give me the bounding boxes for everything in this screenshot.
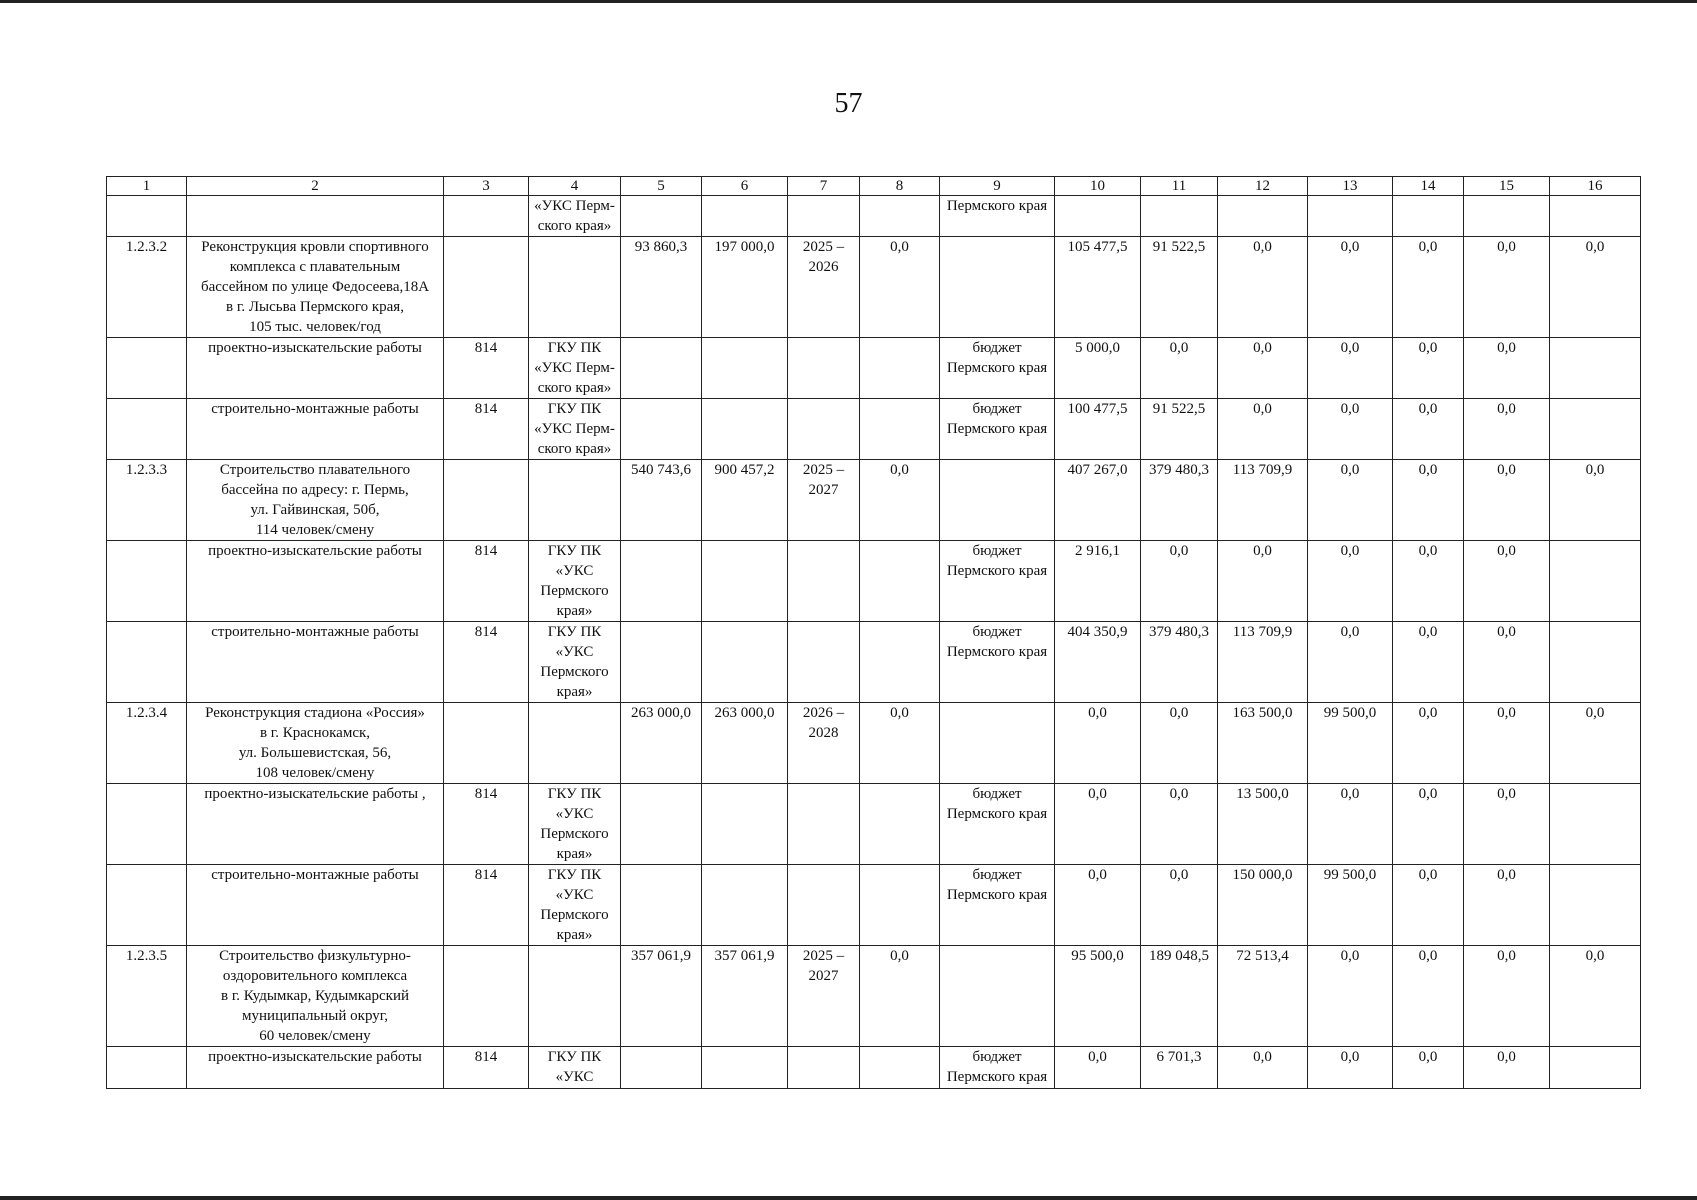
table-cell: 105 477,5 <box>1055 237 1141 338</box>
table-cell <box>107 196 187 237</box>
table-cell: Реконструкция кровли спортивного комплекса с плавательным бассейном по улице Федосеева,18А в г. Лысьва Пермского края, 105 тыс. человек/год <box>187 237 444 338</box>
column-header: 10 <box>1055 177 1141 196</box>
table-cell <box>444 460 529 541</box>
column-header: 11 <box>1141 177 1218 196</box>
table-cell: ГКУ ПК «УКС Пермского края» <box>529 865 621 946</box>
table-cell <box>1055 196 1141 237</box>
table-cell <box>788 622 860 703</box>
table-cell: 0,0 <box>1393 237 1464 338</box>
table-cell: 0,0 <box>1308 784 1393 865</box>
table-cell <box>621 541 702 622</box>
table-cell: 0,0 <box>1464 865 1550 946</box>
table-cell: бюджет Пермского края <box>940 541 1055 622</box>
table-cell: 93 860,3 <box>621 237 702 338</box>
table-cell <box>1308 196 1393 237</box>
table-cell: 814 <box>444 622 529 703</box>
table-cell: 0,0 <box>1464 338 1550 399</box>
table-cell: 0,0 <box>1550 237 1641 338</box>
table-cell: 814 <box>444 399 529 460</box>
table-cell <box>788 338 860 399</box>
table-cell <box>702 622 788 703</box>
table-cell: 0,0 <box>860 460 940 541</box>
table-cell <box>107 541 187 622</box>
table-cell: 99 500,0 <box>1308 703 1393 784</box>
table-cell: 0,0 <box>1308 541 1393 622</box>
table-cell <box>860 622 940 703</box>
table-cell <box>107 622 187 703</box>
table-cell: 0,0 <box>1308 460 1393 541</box>
column-header: 6 <box>702 177 788 196</box>
table-cell: Строительство плавательного бассейна по адресу: г. Пермь, ул. Гайвинская, 50б, 114 человек/смену <box>187 460 444 541</box>
column-header: 12 <box>1218 177 1308 196</box>
table-cell: 0,0 <box>1141 703 1218 784</box>
table-cell: ГКУ ПК «УКС <box>529 1047 621 1089</box>
table-cell <box>940 703 1055 784</box>
table-cell: 814 <box>444 784 529 865</box>
table-cell: 814 <box>444 338 529 399</box>
table-cell <box>107 784 187 865</box>
table-cell <box>529 237 621 338</box>
table-cell: 357 061,9 <box>702 946 788 1047</box>
table-cell: 1.2.3.4 <box>107 703 187 784</box>
table-cell: 0,0 <box>1464 946 1550 1047</box>
table-cell: 263 000,0 <box>621 703 702 784</box>
table-cell: 0,0 <box>1218 399 1308 460</box>
table-cell: 0,0 <box>1218 338 1308 399</box>
table-cell <box>621 196 702 237</box>
table-cell: Пермского края <box>940 196 1055 237</box>
table-cell: 0,0 <box>1393 460 1464 541</box>
table-cell: строительно-монтажные работы <box>187 865 444 946</box>
table-cell <box>1550 622 1641 703</box>
table-cell: 0,0 <box>1308 1047 1393 1089</box>
table-cell: проектно-изыскательские работы <box>187 338 444 399</box>
table-cell: 197 000,0 <box>702 237 788 338</box>
table-cell: 0,0 <box>1464 460 1550 541</box>
table-row <box>107 865 1641 946</box>
table-cell: 2025 – 2027 <box>788 460 860 541</box>
table-row <box>107 541 1641 622</box>
table-cell: 0,0 <box>860 946 940 1047</box>
table-cell: 2025 – 2027 <box>788 946 860 1047</box>
table-cell: 1.2.3.5 <box>107 946 187 1047</box>
table-cell <box>860 338 940 399</box>
table-cell: 0,0 <box>1464 784 1550 865</box>
table-cell: 163 500,0 <box>1218 703 1308 784</box>
table-cell: 0,0 <box>1308 338 1393 399</box>
table-cell <box>860 399 940 460</box>
table-cell <box>1550 865 1641 946</box>
table-cell: 814 <box>444 541 529 622</box>
table-cell: 0,0 <box>1550 703 1641 784</box>
table-cell: 0,0 <box>1393 784 1464 865</box>
table-cell: 0,0 <box>1141 338 1218 399</box>
table-cell: 900 457,2 <box>702 460 788 541</box>
table-cell: 0,0 <box>1393 399 1464 460</box>
table-cell <box>529 946 621 1047</box>
table-cell <box>1393 196 1464 237</box>
table-cell <box>860 865 940 946</box>
table-cell: 0,0 <box>1308 399 1393 460</box>
table-cell: «УКС Перм- ского края» <box>529 196 621 237</box>
table-cell <box>621 622 702 703</box>
table-cell: 91 522,5 <box>1141 399 1218 460</box>
column-header: 14 <box>1393 177 1464 196</box>
table-cell: 0,0 <box>1464 703 1550 784</box>
table-cell: Реконструкция стадиона «Россия» в г. Краснокамск, ул. Большевистская, 56, 108 человек/смену <box>187 703 444 784</box>
table-cell: 2 916,1 <box>1055 541 1141 622</box>
table-cell <box>107 399 187 460</box>
table-cell <box>788 784 860 865</box>
table-body <box>107 177 1641 1089</box>
table-cell <box>702 541 788 622</box>
table-cell <box>1550 338 1641 399</box>
table-cell: 357 061,9 <box>621 946 702 1047</box>
table-cell: 0,0 <box>1464 622 1550 703</box>
table-row <box>107 399 1641 460</box>
table-cell: 0,0 <box>1393 338 1464 399</box>
table-cell: 0,0 <box>1055 784 1141 865</box>
table-cell: 379 480,3 <box>1141 460 1218 541</box>
table-cell <box>444 946 529 1047</box>
table-cell: 0,0 <box>1141 865 1218 946</box>
table-cell: 5 000,0 <box>1055 338 1141 399</box>
table-cell: 2026 – 2028 <box>788 703 860 784</box>
table-cell: 0,0 <box>1393 541 1464 622</box>
table-cell: ГКУ ПК «УКС Перм- ского края» <box>529 399 621 460</box>
table-cell <box>621 338 702 399</box>
table-cell: 814 <box>444 1047 529 1089</box>
column-header: 4 <box>529 177 621 196</box>
table-cell <box>940 460 1055 541</box>
table-cell <box>702 399 788 460</box>
table-row <box>107 460 1641 541</box>
table-cell <box>187 196 444 237</box>
table-cell <box>702 784 788 865</box>
table-row <box>107 784 1641 865</box>
table-cell <box>788 1047 860 1089</box>
table-cell: Строительство физкультурно- оздоровительного комплекса в г. Кудымкар, Кудымкарский муниципальный округ, 60 человек/смену <box>187 946 444 1047</box>
column-header: 5 <box>621 177 702 196</box>
table-cell: 113 709,9 <box>1218 622 1308 703</box>
table-cell <box>940 237 1055 338</box>
table-cell <box>702 338 788 399</box>
table-cell: проектно-изыскательские работы , <box>187 784 444 865</box>
table-cell: 91 522,5 <box>1141 237 1218 338</box>
table-cell <box>702 196 788 237</box>
table-cell: 150 000,0 <box>1218 865 1308 946</box>
table-cell <box>529 460 621 541</box>
table-cell <box>529 703 621 784</box>
table-cell <box>1550 399 1641 460</box>
table-cell: 0,0 <box>1308 237 1393 338</box>
table-cell: 0,0 <box>1055 1047 1141 1089</box>
table-cell <box>860 196 940 237</box>
table-cell <box>1550 196 1641 237</box>
table-cell: бюджет Пермского края <box>940 865 1055 946</box>
table-cell: 0,0 <box>1055 865 1141 946</box>
table-cell: бюджет Пермского края <box>940 338 1055 399</box>
table-cell: 0,0 <box>1464 237 1550 338</box>
table-row <box>107 338 1641 399</box>
table-cell: 814 <box>444 865 529 946</box>
table-cell: 0,0 <box>860 237 940 338</box>
table-cell: 0,0 <box>1393 946 1464 1047</box>
column-header: 3 <box>444 177 529 196</box>
table-cell <box>107 865 187 946</box>
table-row <box>107 703 1641 784</box>
table-cell: 0,0 <box>1393 1047 1464 1089</box>
table-cell: 189 048,5 <box>1141 946 1218 1047</box>
table-cell: 0,0 <box>1393 622 1464 703</box>
table-row <box>107 1047 1641 1089</box>
column-header: 8 <box>860 177 940 196</box>
table-cell: бюджет Пермского края <box>940 784 1055 865</box>
table-cell: 13 500,0 <box>1218 784 1308 865</box>
table-cell: 0,0 <box>1308 946 1393 1047</box>
table-cell: 407 267,0 <box>1055 460 1141 541</box>
column-header: 16 <box>1550 177 1641 196</box>
table-cell: ГКУ ПК «УКС Пермского края» <box>529 784 621 865</box>
table-cell <box>788 196 860 237</box>
table-cell: 0,0 <box>1550 946 1641 1047</box>
table-cell: 0,0 <box>1055 703 1141 784</box>
column-header: 2 <box>187 177 444 196</box>
table-cell: 0,0 <box>1308 622 1393 703</box>
table-cell: строительно-монтажные работы <box>187 622 444 703</box>
table-cell: 99 500,0 <box>1308 865 1393 946</box>
table-cell: 100 477,5 <box>1055 399 1141 460</box>
table-cell: ГКУ ПК «УКС Перм- ского края» <box>529 338 621 399</box>
column-header: 13 <box>1308 177 1393 196</box>
table-cell: 1.2.3.2 <box>107 237 187 338</box>
table-cell: 0,0 <box>1218 237 1308 338</box>
table-cell: проектно-изыскательские работы <box>187 541 444 622</box>
table-cell: проектно-изыскательские работы <box>187 1047 444 1089</box>
page-number: 57 <box>834 88 863 119</box>
scan-edge-top <box>0 0 1697 3</box>
table-cell: 0,0 <box>1393 865 1464 946</box>
column-header: 1 <box>107 177 187 196</box>
table-cell: 2025 – 2026 <box>788 237 860 338</box>
table-cell <box>860 784 940 865</box>
table-cell: 0,0 <box>1218 1047 1308 1089</box>
table-row <box>107 622 1641 703</box>
table-cell: 0,0 <box>1464 399 1550 460</box>
table-cell <box>788 399 860 460</box>
table-cell: бюджет Пермского края <box>940 1047 1055 1089</box>
column-header: 15 <box>1464 177 1550 196</box>
table-cell: 0,0 <box>1464 1047 1550 1089</box>
table-cell: 0,0 <box>1141 784 1218 865</box>
table-cell <box>702 865 788 946</box>
table-row <box>107 196 1641 237</box>
table-cell: 0,0 <box>1464 541 1550 622</box>
table-cell: строительно-монтажные работы <box>187 399 444 460</box>
table-cell: 1.2.3.3 <box>107 460 187 541</box>
table-header-row <box>107 177 1641 196</box>
table-cell <box>702 1047 788 1089</box>
table-cell <box>860 1047 940 1089</box>
table-cell: 0,0 <box>1393 703 1464 784</box>
table-cell: 263 000,0 <box>702 703 788 784</box>
table-cell <box>1550 784 1641 865</box>
table-cell <box>444 703 529 784</box>
table-cell <box>940 946 1055 1047</box>
table-cell <box>107 1047 187 1089</box>
table-cell: 0,0 <box>860 703 940 784</box>
table-cell <box>621 1047 702 1089</box>
table-cell: 6 701,3 <box>1141 1047 1218 1089</box>
table-cell <box>1550 1047 1641 1089</box>
table-cell: ГКУ ПК «УКС Пермского края» <box>529 541 621 622</box>
table-cell <box>1550 541 1641 622</box>
table-cell: 72 513,4 <box>1218 946 1308 1047</box>
table-cell: 379 480,3 <box>1141 622 1218 703</box>
table-cell: 540 743,6 <box>621 460 702 541</box>
table-cell <box>621 784 702 865</box>
scan-edge-bottom <box>0 1196 1697 1200</box>
column-header: 9 <box>940 177 1055 196</box>
column-header: 7 <box>788 177 860 196</box>
table-cell <box>788 865 860 946</box>
table-cell: бюджет Пермского края <box>940 399 1055 460</box>
table-cell <box>1141 196 1218 237</box>
table-cell <box>621 865 702 946</box>
table-cell <box>444 237 529 338</box>
table-cell: 113 709,9 <box>1218 460 1308 541</box>
table-cell <box>860 541 940 622</box>
table-cell: 0,0 <box>1218 541 1308 622</box>
table-cell: 95 500,0 <box>1055 946 1141 1047</box>
table-cell: ГКУ ПК «УКС Пермского края» <box>529 622 621 703</box>
table-row <box>107 946 1641 1047</box>
table-cell <box>788 541 860 622</box>
table-cell: бюджет Пермского края <box>940 622 1055 703</box>
table-cell <box>107 338 187 399</box>
table-cell: 0,0 <box>1550 460 1641 541</box>
table-cell <box>1464 196 1550 237</box>
table-cell: 404 350,9 <box>1055 622 1141 703</box>
table-cell: 0,0 <box>1141 541 1218 622</box>
table-row <box>107 237 1641 338</box>
budget-table <box>106 176 1641 1089</box>
table-cell <box>1218 196 1308 237</box>
table-cell <box>621 399 702 460</box>
table-cell <box>444 196 529 237</box>
